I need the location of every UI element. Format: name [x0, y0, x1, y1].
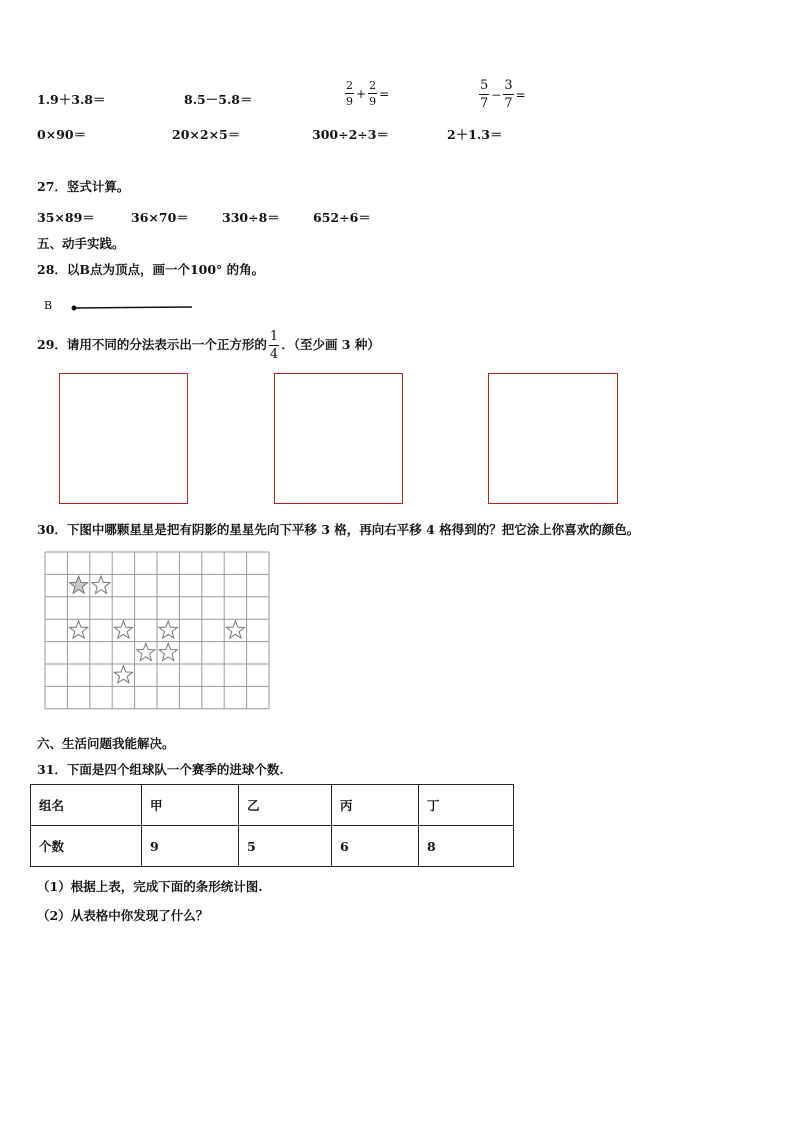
- question-29-text: 29．请用不同的分法表示出一个正方形的: [37, 337, 267, 352]
- ray-line: [74, 307, 192, 308]
- oral-calc-5: 300÷2÷3＝: [312, 127, 389, 142]
- denominator: 4: [269, 347, 279, 362]
- table-cell: 个数: [31, 826, 142, 867]
- point-b-label: B: [44, 299, 53, 312]
- oral-calc-3: 0×90＝: [37, 127, 87, 142]
- table-cell: 乙: [239, 785, 332, 826]
- fraction-2-9-a: [345, 80, 354, 107]
- fraction-bar: [479, 94, 489, 95]
- numerator: 3: [504, 78, 513, 93]
- equals-sign: =: [379, 86, 390, 101]
- vertical-calc-3: 330÷8＝: [222, 210, 280, 225]
- fraction-expression-2: [479, 79, 528, 110]
- fraction-3-7: [503, 79, 513, 110]
- question-28-title: 28．以B点为顶点，画一个100° 的角。: [37, 262, 265, 277]
- goals-table: [30, 784, 514, 867]
- table-cell: 9: [142, 826, 239, 867]
- table-cell: 组名: [31, 785, 142, 826]
- star-icon[interactable]: [114, 666, 132, 683]
- fraction-5-7: [479, 79, 489, 110]
- numerator: 5: [480, 78, 489, 93]
- oral-calc-4: 20×2×5＝: [172, 127, 241, 142]
- fraction-bar: [368, 93, 377, 94]
- numerator: 1: [269, 329, 279, 344]
- fraction-bar: [503, 94, 513, 95]
- section-5-heading: 五、动手实践。: [37, 236, 125, 251]
- question-29-note: ．（至少画 3 种）: [281, 337, 380, 352]
- fraction-2-9-b: [368, 80, 377, 107]
- star-icon[interactable]: [114, 621, 132, 638]
- vertical-calc-2: 36×70＝: [131, 210, 189, 225]
- oral-calc-6: 2＋1.3＝: [447, 127, 503, 142]
- question-27-title: 27．竖式计算。: [37, 179, 130, 194]
- table-cell: 6: [332, 826, 419, 867]
- fraction-bar: [269, 345, 279, 346]
- star-grid[interactable]: [44, 551, 272, 723]
- star-icon[interactable]: [226, 621, 244, 638]
- vertical-calc-1: 35×89＝: [37, 210, 95, 225]
- table-cell: 丁: [419, 785, 514, 826]
- star-icon[interactable]: [159, 643, 177, 660]
- star-icon[interactable]: [137, 643, 155, 660]
- table-cell: 甲: [142, 785, 239, 826]
- numerator: 2: [346, 79, 353, 92]
- star-icon[interactable]: [70, 621, 88, 638]
- table-cell: 8: [419, 826, 514, 867]
- drawing-square-1[interactable]: [59, 373, 188, 504]
- ray-from-b: [68, 300, 198, 314]
- oral-calc-2: 8.5－5.8＝: [184, 92, 253, 107]
- table-row-values: [31, 826, 514, 867]
- denominator: 9: [369, 95, 377, 108]
- fraction-bar: [345, 93, 354, 94]
- table-row-header: [31, 785, 514, 826]
- minus-sign: −: [491, 87, 502, 102]
- star-icon[interactable]: [92, 576, 110, 593]
- table-cell: 5: [239, 826, 332, 867]
- numerator: 2: [369, 79, 377, 92]
- oral-calc-1: 1.9＋3.8＝: [37, 92, 106, 107]
- section-6-heading: 六、生活问题我能解决。: [37, 736, 175, 751]
- question-31-title: 31．下面是四个组球队一个赛季的进球个数.: [37, 762, 284, 777]
- denominator: 7: [480, 96, 489, 111]
- vertical-calc-4: 652÷6＝: [313, 210, 371, 225]
- drawing-square-2[interactable]: [274, 373, 403, 504]
- table-cell: 丙: [332, 785, 419, 826]
- question-29-title: [37, 330, 380, 361]
- shaded-star-icon: [70, 576, 88, 593]
- plus-sign: +: [356, 86, 367, 101]
- question-31-sub-1: （1）根据上表，完成下面的条形统计图.: [37, 879, 263, 894]
- equals-sign: =: [515, 87, 526, 102]
- drawing-square-3[interactable]: [488, 373, 618, 504]
- star-icon[interactable]: [159, 621, 177, 638]
- question-30-title: 30．下图中哪颗星星是把有阴影的星星先向下平移 3 格，再向右平移 4 格得到的？把它涂上你喜欢的颜色。: [37, 522, 640, 537]
- question-31-sub-2: （2）从表格中你发现了什么？: [37, 908, 209, 923]
- denominator: 9: [346, 95, 353, 108]
- fraction-one-quarter: [269, 330, 279, 361]
- denominator: 7: [504, 96, 513, 111]
- fraction-expression-1: [345, 80, 391, 107]
